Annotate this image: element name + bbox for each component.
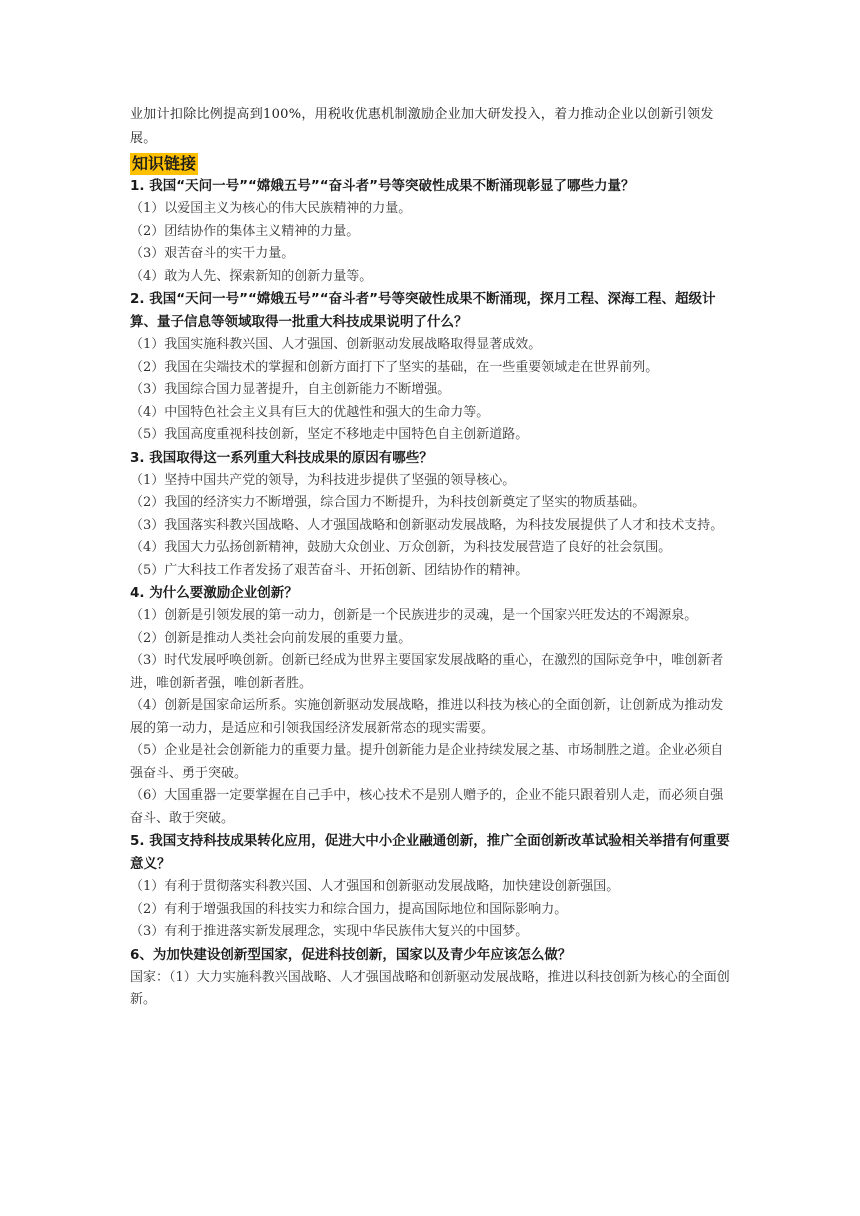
question-heading: 1. 我国“天问一号”“嫦娥五号”“奋斗者”号等突破性成果不断涌现彰显了哪些力量？ [130, 178, 635, 194]
answer-item: （3）时代发展呼唤创新。创新已经成为世界主要国家发展战略的重心，在激烈的国际竞争中，唯创新者进，唯创新者强，唯创新者胜。 [130, 653, 724, 691]
answer-item: （2）我国在尖端技术的掌握和创新方面打下了坚实的基础，在一些重要领域走在世界前列。 [130, 359, 659, 375]
answer-item: （2）创新是推动人类社会向前发展的重要力量。 [130, 630, 412, 646]
question-heading: 5. 我国支持科技成果转化应用，促进大中小企业融通创新，推广全面创新改革试验相关举措有何重要意义？ [130, 833, 730, 872]
answer-item: （3）有利于推进落实新发展理念，实现中华民族伟大复兴的中国梦。 [130, 924, 529, 939]
intro-paragraph: 业加计扣除比例提高到100%，用税收优惠机制激励企业加大研发投入，着力推动企业以创新引领发展。 [130, 107, 714, 146]
document-page [130, 103, 732, 1012]
section-title-highlight: 知识链接 [132, 154, 197, 173]
answer-item: （4）我国大力弘扬创新精神，鼓励大众创业、万众创新，为科技发展营造了良好的社会氛围。 [130, 540, 672, 555]
answer-item: （1）坚持中国共产党的领导，为科技进步提供了坚强的领导核心。 [130, 472, 516, 488]
question-heading: 4. 为什么要激励企业创新？ [130, 585, 298, 601]
answer-item: （3）我国落实科教兴国战略、人才强国战略和创新驱动发展战略，为科技发展提供了人才和技术支持。 [130, 517, 724, 533]
answer-item: （1）创新是引领发展的第一动力，创新是一个民族进步的灵魂，是一个国家兴旺发达的不竭源泉。 [130, 608, 698, 623]
answer-item: （5）广大科技工作者发扬了艰苦奋斗、开拓创新、团结协作的精神。 [130, 562, 529, 578]
answer-item: （3）我国综合国力显著提升，自主创新能力不断增强。 [130, 382, 451, 397]
answer-item: （1）以爱国主义为核心的伟大民族精神的力量。 [130, 201, 412, 216]
answer-item: （2）我国的经济实力不断增强，综合国力不断提升，为科技创新奠定了坚实的物质基础。 [130, 495, 646, 510]
answer-item: 国家：（1）大力实施科教兴国战略、人才强国战略和创新驱动发展战略，推进以科技创新为核心的全面创新。 [130, 969, 730, 1007]
answer-item: （4）创新是国家命运所系。实施创新驱动发展战略，推进以科技为核心的全面创新，让创新成为推动发展的第一动力，是适应和引领我国经济发展新常态的现实需要。 [130, 698, 724, 736]
question-heading: 2. 我国“天问一号”“嫦娥五号”“奋斗者”号等突破性成果不断涌现，探月工程、深海工程、超级计算、量子信息等领域取得一批重大科技成果说明了什么？ [130, 291, 716, 330]
answer-item: （6）大国重器一定要掌握在自己手中，核心技术不是别人赠予的，企业不能只跟着别人走，而必须自强奋斗、敢于突破。 [130, 788, 724, 826]
question-list [130, 175, 732, 1012]
answer-item: （5）我国高度重视科技创新，坚定不移地走中国特色自主创新道路。 [130, 427, 529, 442]
answer-item: （5）企业是社会创新能力的重要力量。提升创新能力是企业持续发展之基、市场制胜之道。企业必须自强奋斗、勇于突破。 [130, 743, 724, 781]
answer-item: （4）中国特色社会主义具有巨大的优越性和强大的生命力等。 [130, 404, 490, 420]
question-heading: 6、为加快建设创新型国家，促进科技创新，国家以及青少年应该怎么做？ [130, 946, 572, 963]
answer-item: （4）敢为人先、探索新知的创新力量等。 [130, 268, 373, 284]
question-heading: 3. 我国取得这一系列重大科技成果的原因有哪些？ [130, 449, 433, 466]
answer-item: （1）有利于贯彻落实科教兴国、人才强国和创新驱动发展战略，加快建设创新强国。 [130, 879, 620, 894]
answer-item: （1）我国实施科教兴国、人才强国、创新驱动发展战略取得显著成效。 [130, 337, 542, 352]
answer-item: （2）有利于增强我国的科技实力和综合国力，提高国际地位和国际影响力。 [130, 901, 568, 917]
answer-item: （3）艰苦奋斗的实干力量。 [130, 246, 295, 261]
answer-item: （2）团结协作的集体主义精神的力量。 [130, 223, 360, 239]
